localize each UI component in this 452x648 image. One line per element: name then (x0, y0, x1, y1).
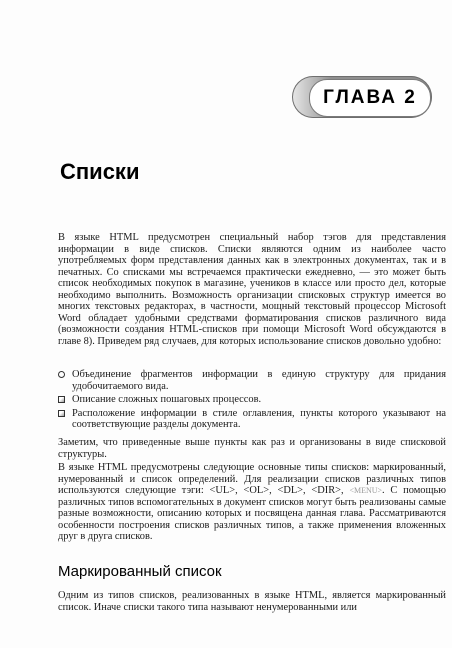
section-title: Маркированный список (58, 563, 222, 580)
bullet-list (58, 369, 446, 433)
chapter-title: Списки (60, 159, 140, 184)
paragraph-3-before: В языке HTML предусмотрены следующие основные типы списков: маркированный, нумерованный и список определений. Для реализации списков различных типов используются следующие тэги: <UL>, <OL>, <DL>, <DIR>, (58, 462, 446, 497)
paragraph-3-after: . С помощью различных типов вспомогательных в документ списков могут быть реализованы самые разные возможности, описанию которых и посвящена данная глава. Рассматриваются особенности построения списков различных типов, а также применения вложенных друг в друга списков. (58, 485, 446, 543)
intro-paragraph: В языке HTML предусмотрен специальный набор тэгов для представления информации в виде списков. Списки являются одним из наиболее часто употребляемых форм представления данных как в электронных документах, так и в печатных. Со списками мы встречаемся практически ежедневно, — это может быть список необходимых покупок в магазине, учеников в классе или просто дел, которые необходимо выполнить. Возможность организации списковых структур имеется во многих текстовых редакторах, в частности, мощный текстовый процессор Microsoft Word обладает удобными средствами форматирования списков различного вида (возможности создания HTML-списков при помощи Microsoft Word обсуждаются в главе 8). Приведем ряд случаев, для которых использование списков довольно удобно: (58, 232, 446, 347)
section-paragraph: Одним из типов списков, реализованных в языке HTML, является маркированный список. Иначе списки такого типа называют ненумерованными или (58, 590, 446, 613)
paragraph-3 (58, 462, 446, 543)
list-item-text: Объединение фрагментов информации в единую структуру для придания удобочитаемого вида. (72, 369, 446, 392)
square-bullet-icon (58, 396, 65, 403)
list-item-text: Расположение информации в стиле оглавления, пункты которого указывают на соответствующие разделы документа. (72, 407, 446, 431)
circle-bullet-icon (58, 371, 65, 378)
list-item (58, 394, 446, 406)
menu-tag: <MENU> (349, 486, 383, 496)
list-item (58, 369, 446, 392)
paragraph-2: Заметим, что приведенные выше пункты как раз и организованы в виде списковой структуры. (58, 437, 446, 460)
list-item-text: Описание сложных пошаговых процессов. (72, 394, 262, 406)
square-bullet-icon (58, 410, 65, 417)
chapter-label: ГЛАВА 2 (309, 79, 431, 117)
list-item (58, 408, 446, 431)
